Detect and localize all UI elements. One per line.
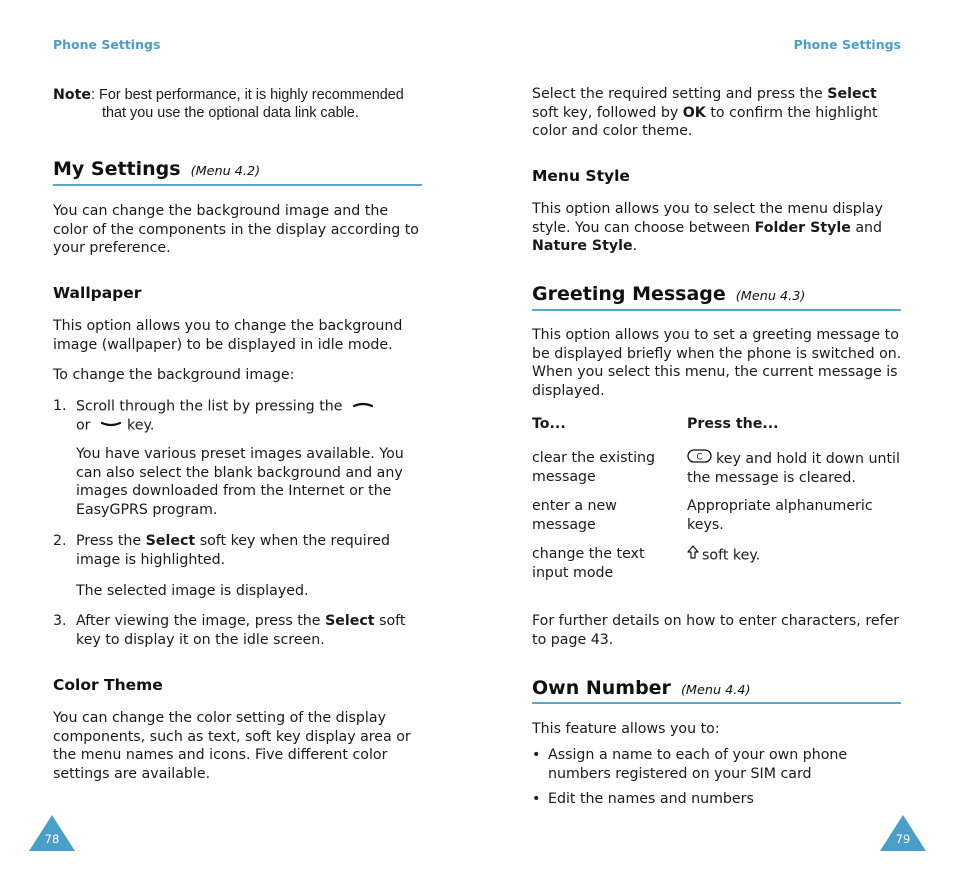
bullet: • — [532, 747, 541, 763]
heading-menu-style: Menu Style — [532, 167, 630, 185]
list-item-text: Assign a name to each of your own phone numbers registered on your SIM card — [548, 747, 848, 782]
wallpaper-how: To change the background image: — [53, 367, 295, 383]
list-item-text: Edit the names and numbers — [548, 791, 754, 807]
menu-number: (Menu 4.2) — [190, 164, 261, 179]
table-row — [532, 497, 904, 537]
note-colon: : — [91, 87, 96, 103]
row-to: change the text input mode — [532, 546, 645, 581]
select-softkey-label: Select — [145, 533, 196, 549]
color-theme-body: You can change the color setting of the display components, such as text, soft key display area or the menu names and icons. Five different color settings are available. — [53, 710, 411, 782]
section-title-greeting-message — [532, 282, 904, 309]
greeting-table-header — [532, 415, 904, 435]
row-press: soft key. — [702, 547, 761, 564]
section-rule — [532, 702, 901, 704]
clear-key-icon — [687, 449, 712, 469]
row-press: Appropriate alphanumeric keys. — [687, 498, 873, 533]
nature-style-label: Nature Style — [532, 238, 633, 255]
note-line-1: For best performance, it is highly recommended — [99, 87, 404, 103]
own-number-intro: This feature allows you to: — [532, 721, 720, 737]
menu-style-text-c: and — [855, 219, 883, 236]
note-label: Note — [53, 87, 92, 103]
menu-number: (Menu 4.4) — [680, 683, 751, 698]
running-header-right: Phone Settings — [793, 37, 901, 52]
step-3-text-c: soft key to display it on the idle screen. — [76, 613, 406, 648]
row-to: enter a new message — [532, 498, 617, 533]
folder-style-label: Folder Style — [754, 219, 851, 236]
greeting-further-details: For further details on how to enter characters, refer to page 43. — [532, 613, 900, 648]
up-key-icon — [353, 397, 373, 416]
svg-text:C: C — [696, 452, 703, 463]
section-title-text: Greeting Message — [532, 283, 726, 305]
wallpaper-step-2 — [53, 532, 425, 572]
step-1-or: or — [76, 417, 91, 434]
step-1-detail: You have various preset images available. You can also select the blank background and any images downloaded from the Internet or the EasyGPRS program. — [76, 446, 404, 518]
heading-wallpaper: Wallpaper — [53, 284, 142, 302]
greeting-intro: This option allows you to set a greeting message to be displayed briefly when the phone is switched on. When you select this menu, the current message is displayed. — [532, 327, 902, 399]
wallpaper-step-1 — [53, 397, 425, 437]
table-row — [532, 449, 904, 489]
menu-number: (Menu 4.3) — [735, 289, 806, 304]
step-2-detail: The selected image is displayed. — [76, 583, 309, 599]
step-number: 2. — [53, 533, 67, 549]
menu-style-text-a: This option allows you to select the menu display style. You can choose between — [532, 201, 883, 236]
select-text-e: to confirm the highlight color and color theme. — [532, 104, 878, 140]
row-press: key and hold it down until the message is cleared. — [687, 450, 900, 486]
section-rule — [532, 309, 901, 311]
col-header-press: Press the... — [687, 416, 779, 432]
note-line-2: that you use the optional data link cable. — [102, 105, 359, 121]
wallpaper-intro: This option allows you to change the background image (wallpaper) to be displayed in idle mode. — [53, 318, 403, 353]
section-title-own-number — [532, 676, 904, 703]
ok-key-label: OK — [682, 104, 706, 121]
down-key-icon — [101, 416, 121, 435]
step-1-text: Scroll through the list by pressing the — [76, 398, 343, 415]
bullet: • — [532, 791, 541, 807]
shift-arrow-icon — [687, 545, 699, 566]
section-title-text: Own Number — [532, 677, 671, 699]
section-title-text: My Settings — [53, 158, 181, 180]
col-header-to: To... — [532, 416, 566, 432]
page-number-left: 78 — [44, 832, 60, 846]
select-text-a: Select the required setting and press the — [532, 86, 823, 102]
my-settings-intro: You can change the background image and the color of the components in the display according to your preference. — [53, 203, 419, 257]
step-number: 3. — [53, 613, 67, 629]
step-2-text-c: soft key when the required image is highlighted. — [76, 533, 391, 568]
page-number-right: 79 — [895, 832, 911, 846]
table-row — [532, 545, 904, 585]
select-text-c: soft key, followed by — [532, 104, 679, 121]
step-2-text-a: Press the — [76, 533, 142, 549]
select-setting-text — [532, 85, 904, 141]
menu-style-body — [532, 200, 904, 256]
step-3-text-a: After viewing the image, press the — [76, 613, 321, 629]
select-softkey-label: Select — [827, 86, 877, 102]
step-number: 1. — [53, 398, 67, 414]
list-item — [532, 746, 904, 786]
running-header-left: Phone Settings — [53, 37, 161, 52]
heading-color-theme: Color Theme — [53, 676, 163, 694]
row-to: clear the existing message — [532, 450, 656, 485]
wallpaper-step-3 — [53, 612, 425, 652]
section-title-my-settings — [53, 157, 425, 184]
select-softkey-label: Select — [325, 613, 375, 629]
menu-style-text-e: . — [632, 238, 638, 255]
list-item — [532, 790, 904, 810]
section-rule — [53, 184, 422, 186]
step-1-key: key. — [127, 417, 155, 434]
